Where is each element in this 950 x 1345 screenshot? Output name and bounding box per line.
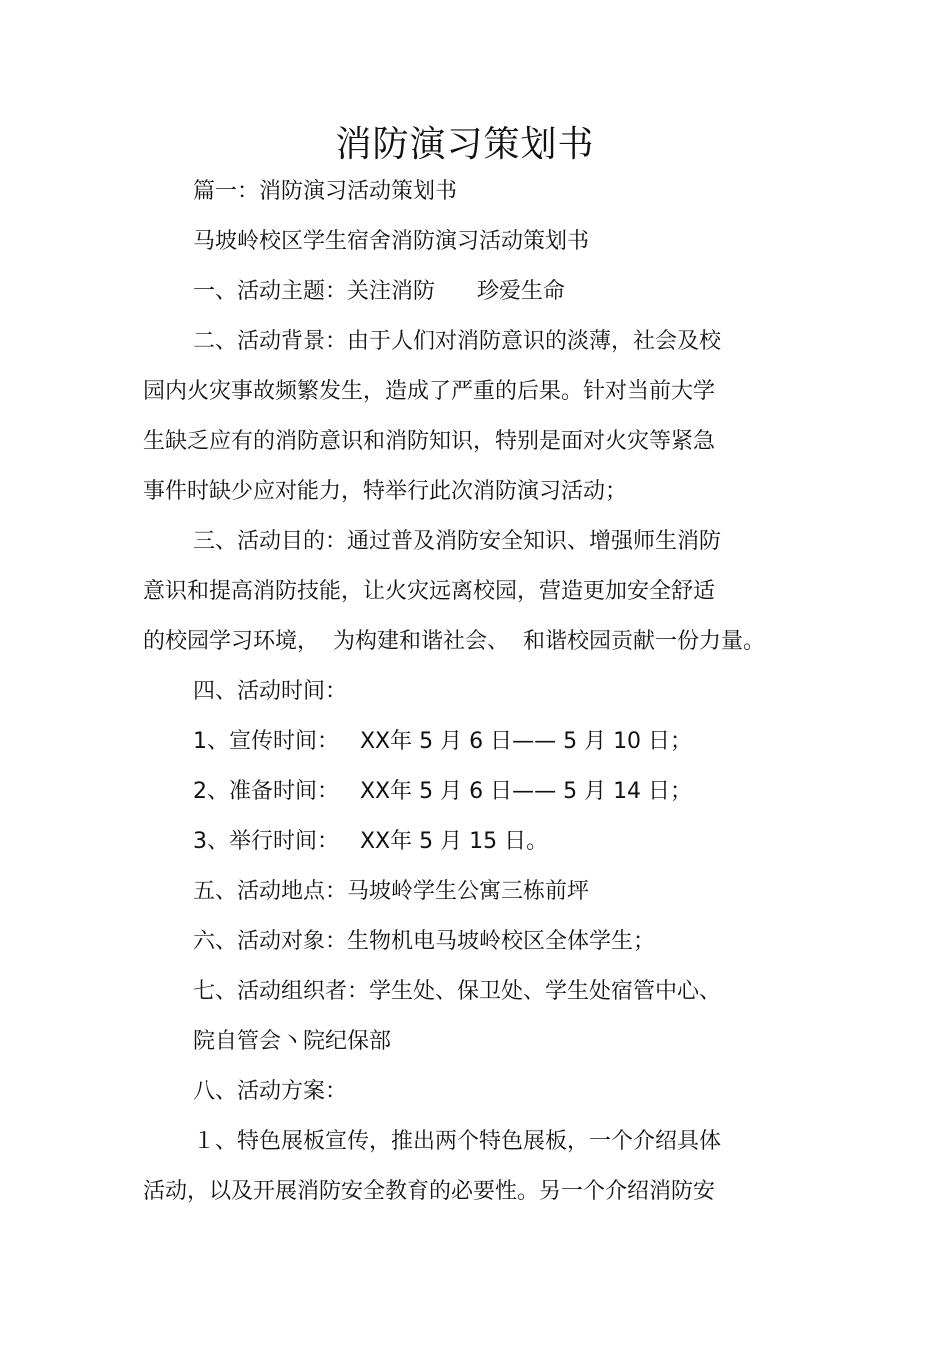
purpose-paragraph-line: 三、活动目的：通过普及消防安全知识、增强师生消防 [193,529,722,554]
background-paragraph-line: 二、活动背景：由于人们对消防意识的淡薄，社会及校 [193,329,722,354]
activity-time-heading: 四、活动时间： [193,679,348,704]
activity-plan-heading: 八、活动方案： [193,1079,348,1104]
preparation-time: 2、准备时间： XX年 5 月 6 日—— 5 月 14 日； [193,779,693,804]
plan-paragraph-line: 活动，以及开展消防安全教育的必要性。另一个介绍消防安 [143,1179,716,1204]
background-paragraph-line: 生缺乏应有的消防意识和消防知识，特别是面对火灾等紧急 [143,429,716,454]
publicity-time: 1、宣传时间： XX年 5 月 6 日—— 5 月 10 日； [193,729,693,754]
section-heading-part-one: 篇一：消防演习活动策划书 [193,179,458,204]
document-title: 消防演习策划书 [335,124,595,165]
event-time: 3、举行时间： XX年 5 月 15 日。 [193,829,549,854]
plan-paragraph-line: １、特色展板宣传，推出两个特色展板，一个介绍具体 [193,1129,722,1154]
background-paragraph-line: 园内火灾事故频繁发生，造成了严重的后果。针对当前大学 [143,379,716,404]
purpose-paragraph-line: 意识和提高消防技能，让火灾远离校园，营造更加安全舒适 [143,579,716,604]
activity-location: 五、活动地点：马坡岭学生公寓三栋前坪 [193,879,590,904]
activity-organizers: 七、活动组织者：学生处、保卫处、学生处宿管中心、 [193,979,722,1004]
background-paragraph-line: 事件时缺少应对能力，特举行此次消防演习活动； [143,479,628,504]
document-subtitle: 马坡岭校区学生宿舍消防演习活动策划书 [193,229,590,254]
activity-theme: 一、活动主题：关注消防 珍爱生命 [193,279,565,304]
purpose-paragraph-line: 的校园学习环境， 为构建和谐社会、 和谐校园贡献一份力量。 [143,629,765,654]
activity-participants: 六、活动对象：生物机电马坡岭校区全体学生； [193,929,656,954]
activity-organizers-continued: 院自管会丶院纪保部 [193,1029,392,1054]
